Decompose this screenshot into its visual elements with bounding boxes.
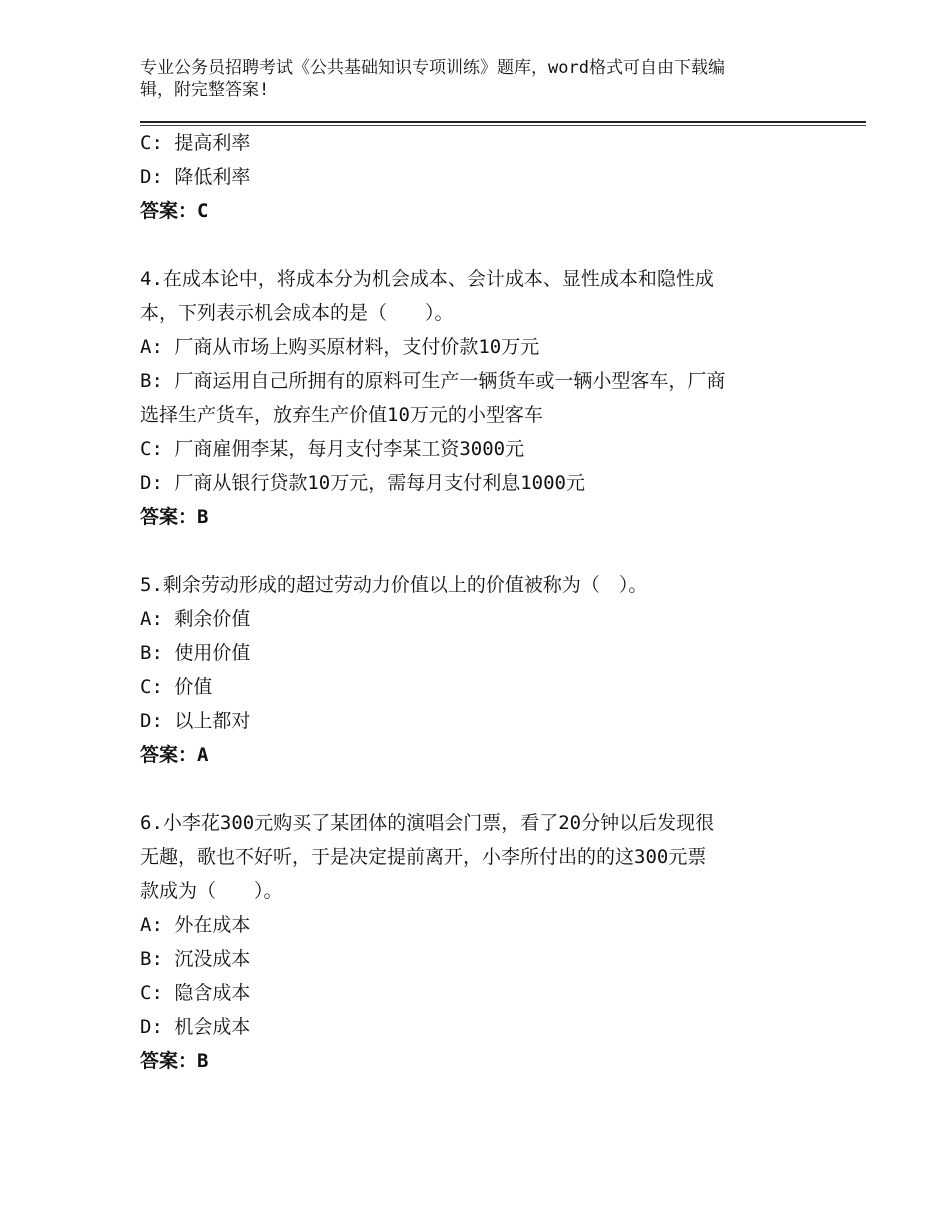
option-a: A: 厂商从市场上购买原材料，支付价款10万元 (140, 336, 540, 358)
document-content (140, 126, 820, 1078)
header-rule-thick (140, 121, 866, 123)
question-6 (140, 806, 820, 1078)
option-c: C: 隐含成本 (140, 982, 251, 1004)
option-c: C: 价值 (140, 676, 213, 698)
header-line-1: 专业公务员招聘考试《公共基础知识专项训练》题库，word格式可自由下载编 (140, 58, 725, 78)
option-a: A: 外在成本 (140, 914, 251, 936)
question-stem: 6.小李花300元购买了某团体的演唱会门票，看了20分钟以后发现很 (140, 812, 715, 834)
question-prev (140, 126, 820, 228)
option-b: B: 厂商运用自己所拥有的原料可生产一辆货车或一辆小型客车，厂商 (140, 370, 726, 392)
question-stem: 无趣，歌也不好听，于是决定提前离开，小李所付出的的这300元票 (140, 846, 707, 868)
spacer (140, 534, 820, 568)
option-b: B: 使用价值 (140, 642, 251, 664)
option-d: D: 以上都对 (140, 710, 251, 732)
answer: 答案：C (140, 200, 209, 222)
question-4 (140, 262, 820, 534)
option-c: C: 厂商雇佣李某，每月支付李某工资3000元 (140, 438, 525, 460)
question-5 (140, 568, 820, 772)
option-b: B: 沉没成本 (140, 948, 251, 970)
answer: 答案：B (140, 1050, 209, 1072)
option-d: D: 机会成本 (140, 1016, 251, 1038)
header-line-2: 辑，附完整答案! (140, 80, 270, 100)
question-stem: 5.剩余劳动形成的超过劳动力价值以上的价值被称为（ ）。 (140, 574, 648, 596)
option-c: C: 提高利率 (140, 132, 251, 154)
answer: 答案：A (140, 744, 209, 766)
answer: 答案：B (140, 506, 209, 528)
option-d: D: 厂商从银行贷款10万元，需每月支付利息1000元 (140, 472, 585, 494)
spacer (140, 228, 820, 262)
option-d: D: 降低利率 (140, 166, 251, 188)
spacer (140, 772, 820, 806)
question-stem: 本，下列表示机会成本的是（ ）。 (140, 302, 454, 324)
question-stem: 4.在成本论中，将成本分为机会成本、会计成本、显性成本和隐性成 (140, 268, 714, 290)
option-b-continued: 选择生产货车，放弃生产价值10万元的小型客车 (140, 404, 543, 426)
option-a: A: 剩余价值 (140, 608, 251, 630)
page-header (140, 57, 800, 101)
question-stem: 款成为（ ）。 (140, 880, 283, 902)
